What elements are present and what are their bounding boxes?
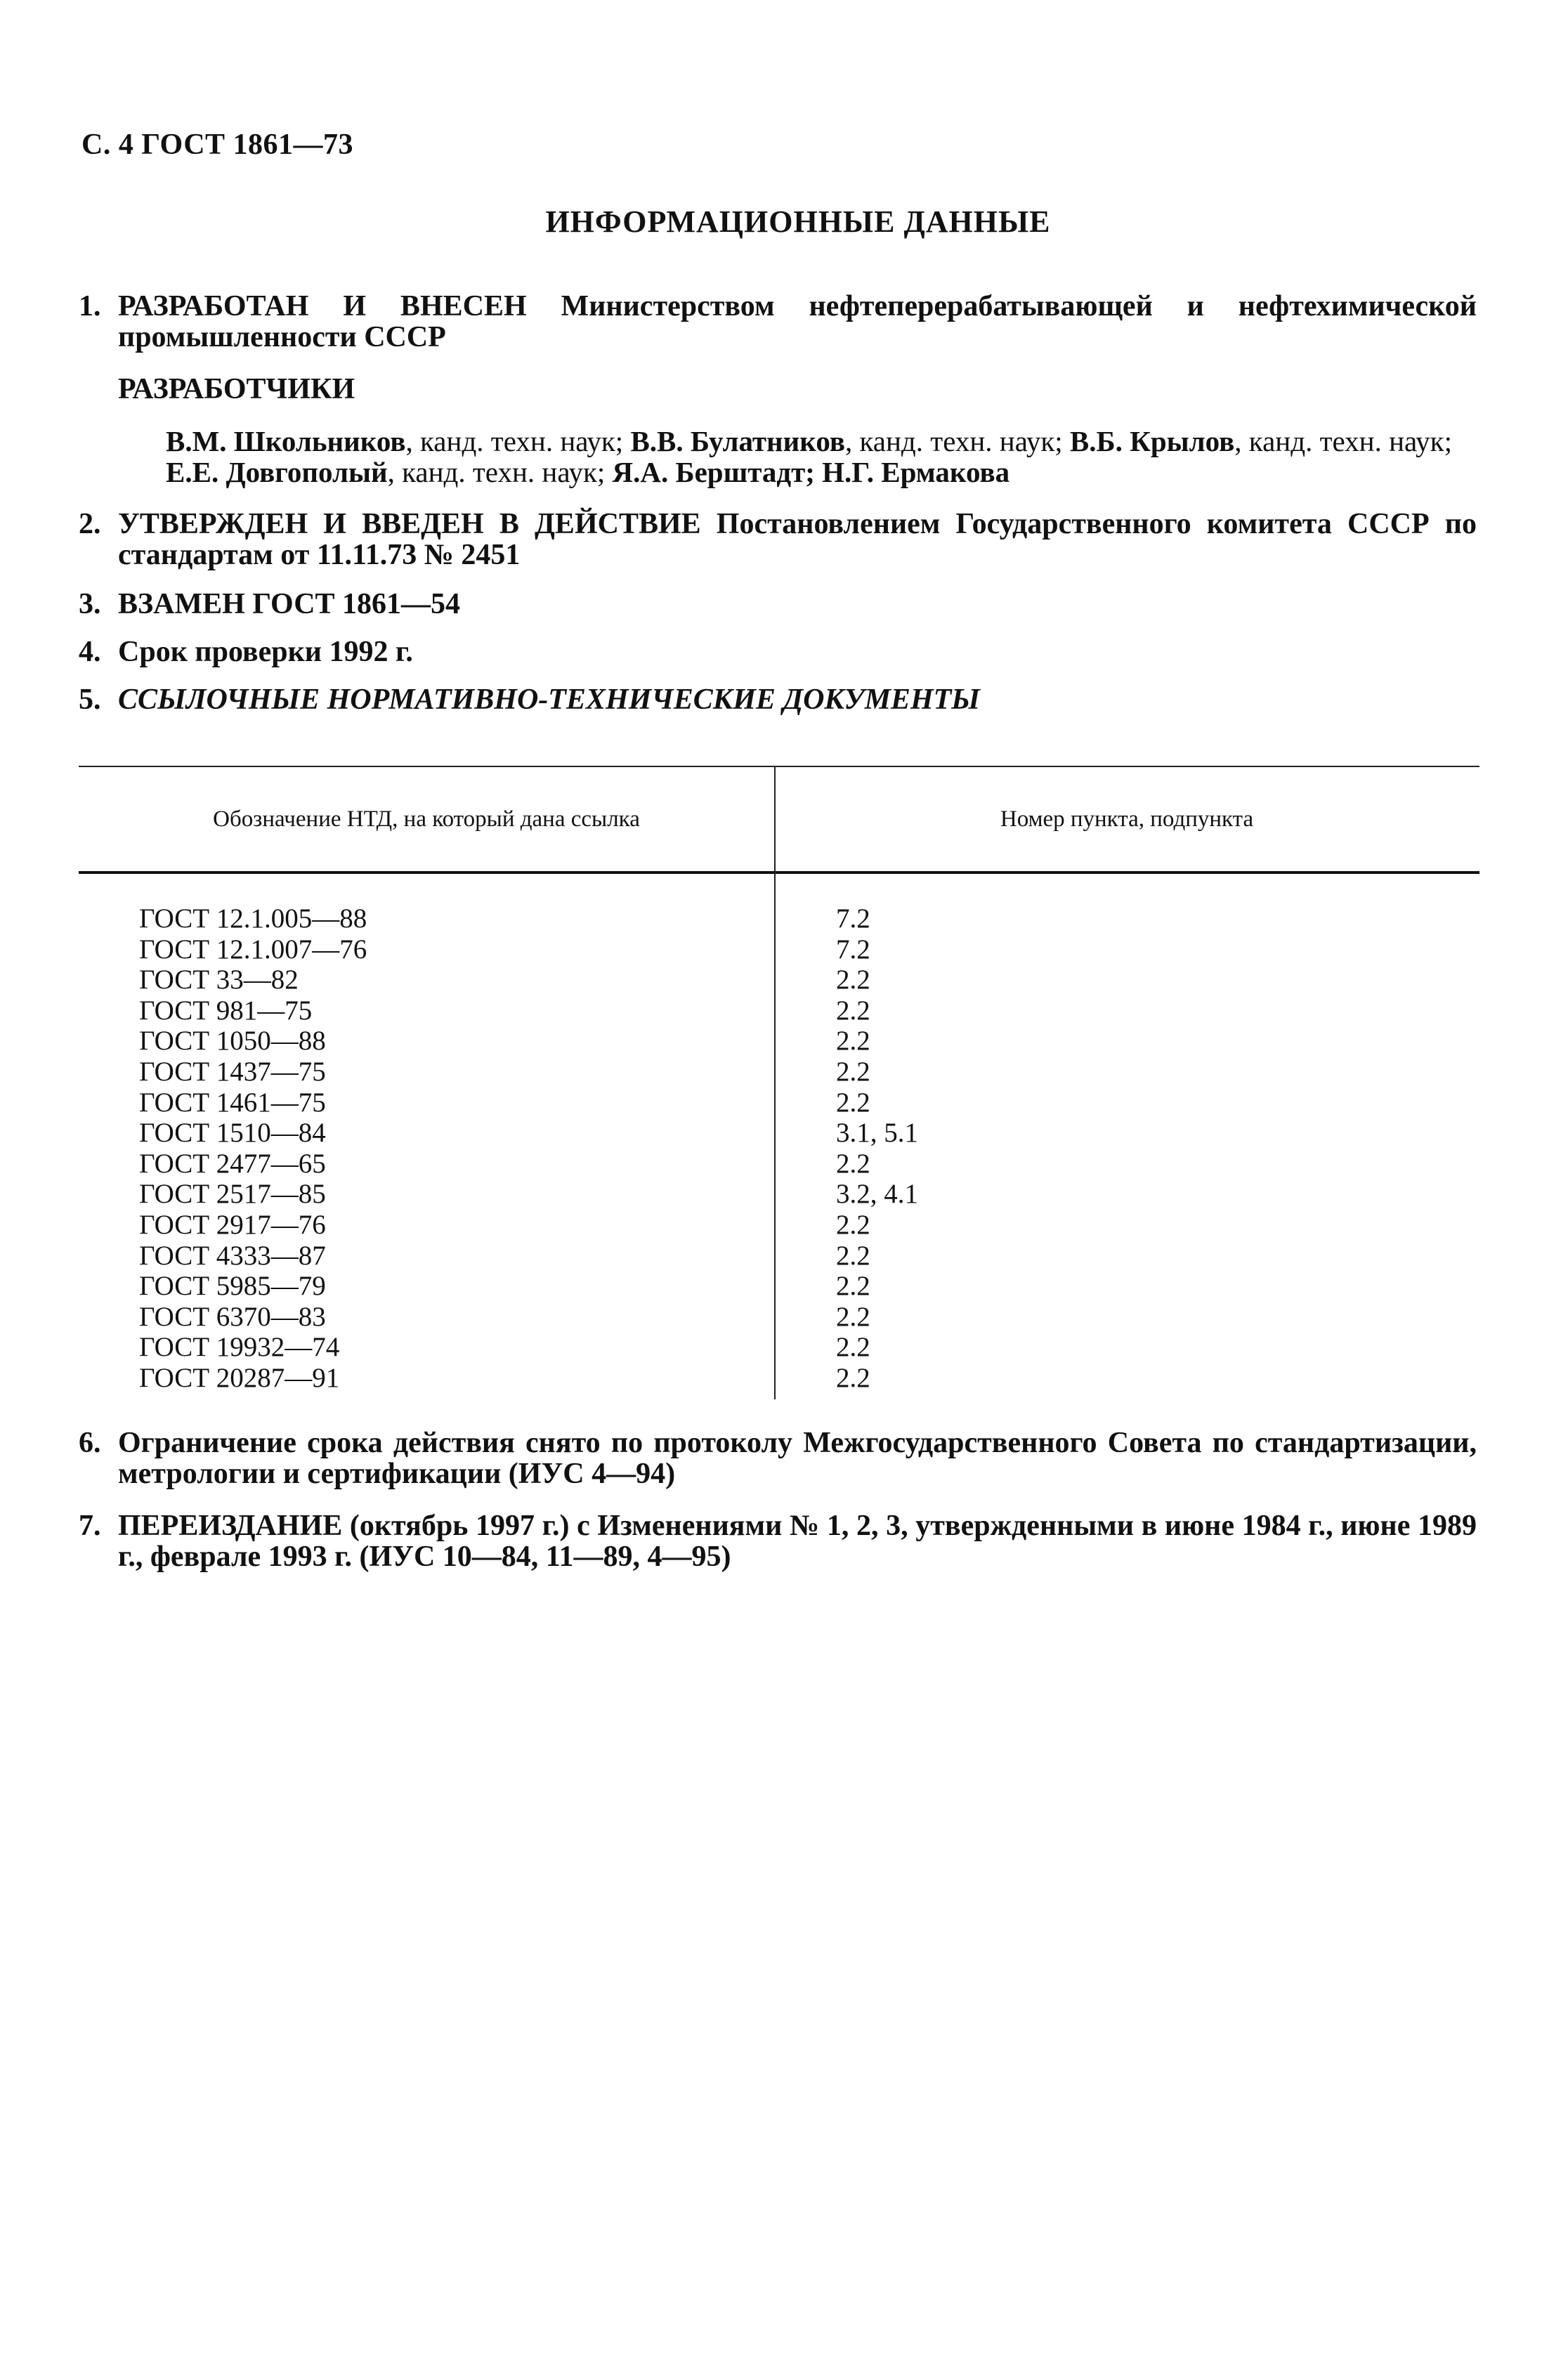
doc-cell: ГОСТ 4333—87 — [139, 1240, 326, 1271]
item-text: Срок проверки 1992 г. — [118, 636, 413, 668]
doc-cell: ГОСТ 2517—85 — [139, 1179, 326, 1210]
developer-title: , канд. техн. наук; — [1234, 425, 1452, 457]
clause-cell: 2.2 — [836, 1087, 870, 1118]
clause-cell: 2.2 — [836, 965, 870, 995]
item-number: 5. — [79, 684, 101, 716]
item-text: Ограничение срока действия снято по протоколу Межгосударственного Совета по стандартизации, метрологии и сертификации (ИУС 4—94) — [118, 1427, 1477, 1490]
info-item-developed — [79, 291, 1477, 353]
clause-cell: 3.1, 5.1 — [836, 1118, 918, 1149]
info-item-review-date — [79, 636, 1477, 667]
table-top-rule — [79, 766, 1479, 767]
clause-cell: 2.2 — [836, 1362, 870, 1393]
column-header-document: Обозначение НТД, на который дана ссылка — [213, 806, 640, 832]
doc-cell: ГОСТ 1437—75 — [139, 1056, 326, 1087]
item-number: 3. — [79, 588, 101, 620]
clause-cell: 2.2 — [836, 1026, 870, 1057]
developer-name: Е.Е. Довгополый — [166, 456, 388, 488]
clause-cell: 2.2 — [836, 1271, 870, 1302]
item-text: Постановлением Государственного комитета СССР по стандартам от 11.11.73 № 2451 — [118, 508, 1477, 571]
info-item-validity — [79, 1427, 1477, 1489]
table-row — [79, 934, 1479, 965]
doc-cell: ГОСТ 5985—79 — [139, 1271, 326, 1302]
item-text: ССЫЛОЧНЫЕ НОРМАТИВНО-ТЕХНИЧЕСКИЕ ДОКУМЕНТЫ — [118, 684, 980, 716]
clause-cell: 2.2 — [836, 1148, 870, 1179]
table-row — [79, 1057, 1479, 1087]
doc-cell: ГОСТ 19932—74 — [139, 1332, 340, 1363]
table-row — [79, 903, 1479, 934]
item-number: 7. — [79, 1510, 101, 1542]
table-header-rule — [79, 871, 1479, 874]
doc-cell: ГОСТ 33—82 — [139, 965, 299, 995]
info-item-approved — [79, 509, 1477, 570]
doc-cell: ГОСТ 1050—88 — [139, 1026, 326, 1057]
clause-cell: 7.2 — [836, 903, 870, 934]
clause-cell: 2.2 — [836, 1240, 870, 1271]
table-row — [79, 1302, 1479, 1333]
table-row — [79, 1271, 1479, 1302]
table-row — [79, 1332, 1479, 1363]
doc-cell: ГОСТ 12.1.007—76 — [139, 934, 367, 965]
item-number: 2. — [79, 508, 101, 540]
developers-heading: РАЗРАБОТЧИКИ — [118, 373, 355, 405]
item-number: 4. — [79, 636, 101, 668]
clause-cell: 7.2 — [836, 934, 870, 965]
developer-name: В.М. Школьников — [166, 425, 406, 457]
page-header: С. 4 ГОСТ 1861—73 — [81, 129, 354, 161]
clause-cell: 2.2 — [836, 1056, 870, 1087]
item-number: 1. — [79, 290, 101, 322]
doc-cell: ГОСТ 2917—76 — [139, 1209, 326, 1240]
doc-cell: ГОСТ 6370—83 — [139, 1301, 326, 1332]
reference-table — [79, 766, 1479, 1399]
developer-name: Я.А. Берштадт; Н.Г. Ермакова — [612, 456, 1010, 488]
developer-title: , канд. техн. наук; — [387, 456, 613, 488]
info-item-references — [79, 684, 1477, 715]
table-row — [79, 1363, 1479, 1394]
table-row — [79, 1026, 1479, 1057]
table-body — [79, 903, 1479, 1394]
developer-title: , канд. техн. наук; — [405, 425, 631, 457]
table-row — [79, 1241, 1479, 1272]
item-number: 6. — [79, 1427, 101, 1459]
table-row — [79, 1210, 1479, 1241]
item-lead: УТВЕРЖДЕН И ВВЕДЕН В ДЕЙСТВИЕ — [118, 508, 701, 540]
item-lead: РАЗРАБОТАН И ВНЕСЕН — [118, 290, 527, 322]
doc-cell: ГОСТ 1510—84 — [139, 1118, 326, 1149]
clause-cell: 2.2 — [836, 1209, 870, 1240]
document-title: ИНФОРМАЦИОННЫЕ ДАННЫЕ — [545, 204, 1051, 239]
doc-cell: ГОСТ 12.1.005—88 — [139, 903, 367, 934]
developer-title: , канд. техн. наук; — [844, 425, 1070, 457]
table-row — [79, 1087, 1479, 1118]
clause-cell: 2.2 — [836, 1332, 870, 1363]
table-row — [79, 1118, 1479, 1149]
clause-cell: 2.2 — [836, 1301, 870, 1332]
doc-cell: ГОСТ 1461—75 — [139, 1087, 326, 1118]
clause-cell: 2.2 — [836, 995, 870, 1026]
info-item-replaces — [79, 589, 1477, 620]
clause-cell: 3.2, 4.1 — [836, 1179, 918, 1210]
column-header-clause: Номер пункта, подпункта — [1000, 806, 1254, 832]
table-row — [79, 995, 1479, 1026]
item-text: Министерством нефтеперерабатывающей и нефтехимической промышленности СССР — [118, 290, 1477, 353]
table-row — [79, 1179, 1479, 1210]
info-item-reissue — [79, 1510, 1477, 1572]
table-row — [79, 1149, 1479, 1180]
item-text: ВЗАМЕН ГОСТ 1861—54 — [118, 588, 461, 620]
doc-cell: ГОСТ 2477—65 — [139, 1148, 326, 1179]
doc-cell: ГОСТ 20287—91 — [139, 1362, 340, 1393]
table-row — [79, 965, 1479, 995]
doc-cell: ГОСТ 981—75 — [139, 995, 313, 1026]
developers-list — [166, 426, 1472, 488]
developer-name: В.В. Булатников — [630, 425, 845, 457]
item-text: ПЕРЕИЗДАНИЕ (октябрь 1997 г.) с Изменениями № 1, 2, 3, утвержденными в июне 1984 г., июне 1989 г., феврале 1993 г. (ИУС 10—84, 11—89, 4—95) — [118, 1510, 1477, 1573]
developer-name: В.Б. Крылов — [1069, 425, 1235, 457]
